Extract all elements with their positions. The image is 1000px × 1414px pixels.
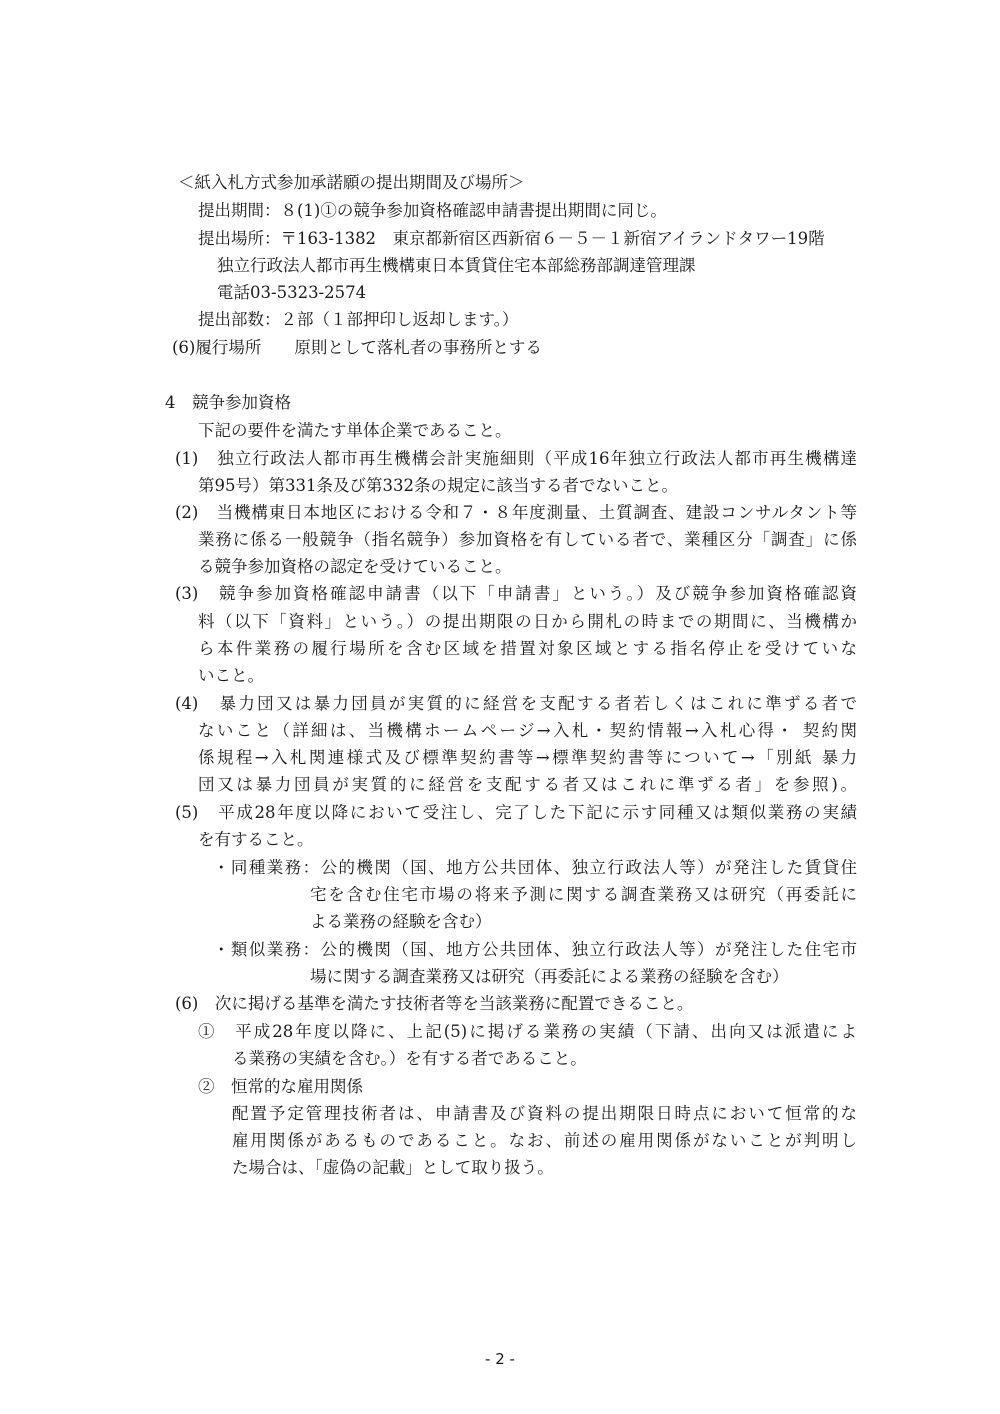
section-4-title: 4 競争参加資格 — [165, 393, 291, 412]
req3-line1: (3) 競争参加資格確認申請書（以下「申請書」という。）及び競争参加資格確認資 — [175, 584, 857, 603]
req4-line4: 団又は暴力団員が実質的に経営を支配する者又はこれに準ずる者」を参照)。 — [198, 775, 857, 794]
same-type-line1: ・同種業務：公的機関（国、地方公共団体、独立行政法人等）が発注した賃貸住 — [213, 858, 857, 877]
sub1-line1: ① 平成28年度以降に、上記(5)に掲げる業務の実績（下請、出向又は派遣によ — [198, 1022, 857, 1041]
req4-line1: (4) 暴力団又は暴力団員が実質的に経営を支配する者若しくはこれに準ずる者で — [175, 694, 857, 713]
req5-line2: を有すること。 — [198, 830, 314, 849]
sub2-line1: 配置予定管理技術者は、申請書及び資料の提出期限日時点において恒常的な — [232, 1104, 857, 1123]
req1-line1: (1) 独立行政法人都市再生機構会計実施細則（平成16年独立行政法人都市再生機構達 — [175, 449, 857, 468]
req4-line2: ないこと（詳細は、当機構ホームページ→入札・契約情報→入札心得・ 契約関 — [198, 721, 857, 740]
req5-line1: (5) 平成28年度以降において受注し、完了した下記に示す同種又は類似業務の実績 — [175, 803, 857, 822]
sub1-line2: る業務の実績を含む。）を有する者であること。 — [232, 1049, 587, 1068]
req3-line4: いこと。 — [198, 666, 264, 685]
same-type-line2: 宅を含む住宅市場の将来予測に関する調査業務又は研究（再委託に — [310, 885, 857, 904]
item-6-location: (6)履行場所 原則として落札者の事務所とする — [172, 338, 542, 357]
submission-phone: 電話03-5323-2574 — [217, 283, 367, 302]
submission-heading: ＜紙入札方式参加承諾願の提出期間及び場所＞ — [178, 173, 525, 192]
similar-type-line2: 場に関する調査業務又は研究（再委託による業務の経験を含む） — [310, 967, 789, 986]
req2-line1: (2) 当機構東日本地区における令和７・８年度測量、土質調査、建設コンサルタント等 — [175, 503, 857, 522]
same-type-line3: よる業務の経験を含む） — [310, 912, 492, 931]
req3-line3: ら本件業務の履行場所を含む区域を措置対象区域とする指名停止を受けていな — [198, 639, 857, 658]
sub2-line2: 雇用関係があるものであること。なお、前述の雇用関係がないことが判明し — [232, 1131, 857, 1150]
page-number: - 2 - — [485, 1350, 515, 1368]
req6: (6) 次に掲げる基準を満たす技術者等を当該業務に配置できること。 — [175, 994, 694, 1013]
req3-line2: 料（以下「資料」という。）の提出期限の日から開札の時までの期間に、当機構か — [198, 612, 857, 631]
submission-copies: 提出部数：２部（１部押印し返却します。） — [198, 310, 519, 329]
sub2-title: ② 恒常的な雇用関係 — [198, 1077, 363, 1096]
similar-type-line1: ・類似業務：公的機関（国、地方公共団体、独立行政法人等）が発注した住宅市 — [213, 940, 857, 959]
submission-period: 提出期間：８(1)①の競争参加資格確認申請書提出期間に同じ。 — [198, 201, 667, 220]
req2-line2: 業務に係る一般競争（指名競争）参加資格を有している者で、業種区分「調査」に係 — [198, 530, 857, 549]
req2-line3: る競争参加資格の認定を受けていること。 — [198, 557, 512, 576]
req1-line2: 第95号）第331条及び第332条の規定に該当する者でないこと。 — [198, 476, 678, 495]
submission-place: 提出場所：〒163-1382 東京都新宿区西新宿６－５－１新宿アイランドタワー19階 — [198, 229, 825, 248]
sub2-line3: た場合は、「虚偽の記載」として取り扱う。 — [232, 1158, 554, 1177]
section-4-intro: 下記の要件を満たす単体企業であること。 — [198, 421, 512, 440]
req4-line3: 係規程→入札関連様式及び標準契約書等→標準契約書等について→「別紙 暴力 — [198, 748, 857, 767]
submission-office: 独立行政法人都市再生機構東日本賃貸住宅本部総務部調達管理課 — [217, 256, 696, 275]
